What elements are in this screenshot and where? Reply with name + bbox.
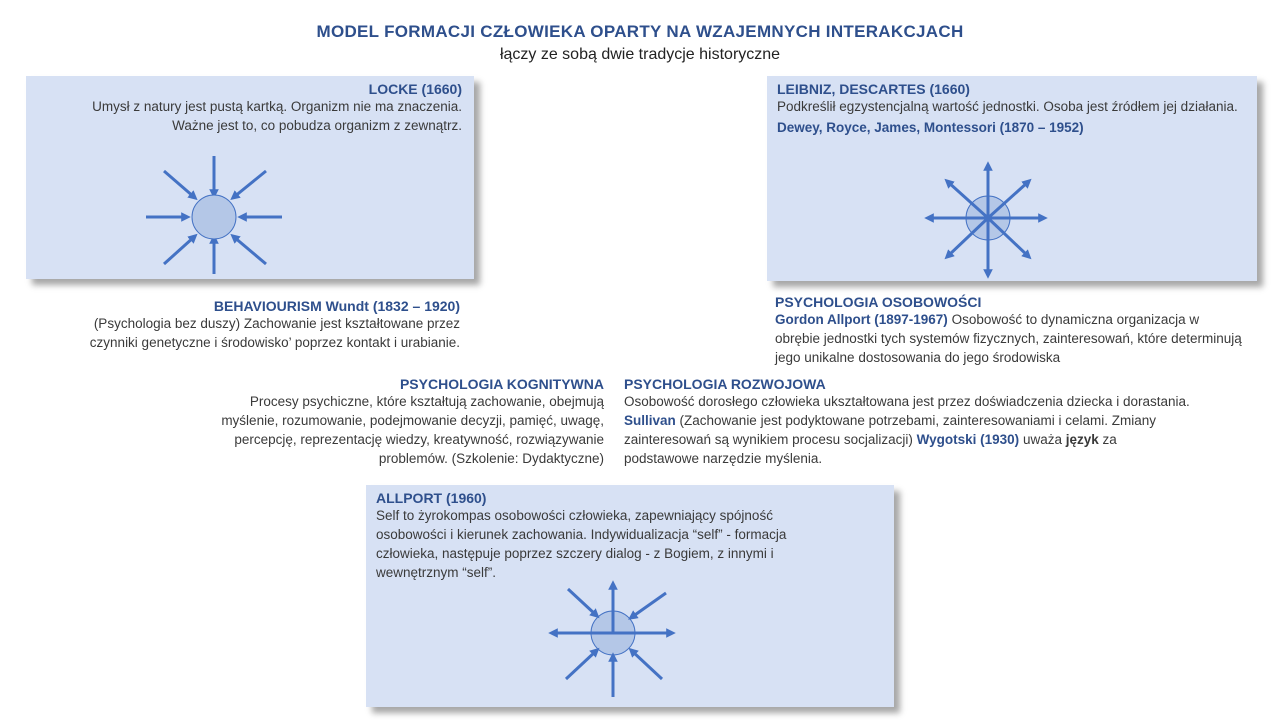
- rozwojowa-wygotski: Wygotski (1930): [916, 432, 1020, 447]
- kognitywna-line-2: myślenie, rozumowanie, podejmowanie decyzji, pamięć, uwagę,: [221, 413, 604, 428]
- kognitywna-line-4: problemów. (Szkolenie: Dydaktyczne): [378, 451, 604, 466]
- kognitywna-line-3: percepcję, reprezentację wiedzy, kreatywność, rozwiązywanie: [234, 432, 604, 447]
- rozwojowa-text-1: Osobowość dorosłego człowieka ukształtowana jest przez doświadczenia dziecka i dorastania.: [624, 394, 1190, 409]
- rozwojowa-text-4: za podstawowe narzędzie myślenia.: [624, 432, 1117, 466]
- allport-box: [366, 485, 894, 707]
- arrow-in-se: [632, 651, 662, 679]
- osobowosci-heading: PSYCHOLOGIA OSOBOWOŚCI: [775, 294, 982, 310]
- rozwojowa-sullivan: Sullivan: [624, 413, 676, 428]
- bidirectional-arrows-diagram: [366, 485, 894, 707]
- arrow-in-nw: [568, 589, 596, 615]
- leibniz-heading: LEIBNIZ, DESCARTES (1660): [777, 81, 970, 97]
- behaviourism-line-2: czynniki genetyczne i środowisko’ poprzez kontakt i urabianie.: [89, 335, 460, 350]
- arrow-in-nw: [164, 171, 194, 197]
- rozwojowa-block: [624, 376, 1194, 468]
- arrow-in-ne: [234, 171, 266, 197]
- page-subtitle: łączy ze sobą dwie tradycje historyczne: [499, 46, 781, 63]
- kognitywna-line-1: Procesy psychiczne, które kształtują zachowanie, obejmują: [249, 394, 604, 409]
- arrow-in-ne: [632, 593, 666, 617]
- leibniz-box: [767, 76, 1257, 281]
- locke-line-1: Umysł z natury jest pustą kartką. Organizm nie ma znaczenia.: [92, 99, 462, 114]
- kognitywna-heading: PSYCHOLOGIA KOGNITYWNA: [399, 376, 604, 392]
- locke-heading: LOCKE (1660): [368, 81, 462, 97]
- organism-circle: [192, 195, 236, 239]
- rozwojowa-text-3: uważa: [1022, 432, 1062, 447]
- inward-arrows-diagram: [26, 76, 474, 279]
- behaviourism-heading: BEHAVIOURISM Wundt (1832 – 1920): [213, 298, 460, 314]
- locke-line-2: Ważne jest to, co pobudza organizm z zewnątrz.: [172, 118, 462, 133]
- allport-text: Self to żyrokompas osobowości człowieka, zapewniający spójność osobowości i kierunek zachowania. Indywidualizacja “self” - formacja człowieka, następuje poprzez szczery dialog - z Bogiem, z innymi i wewnętrznym “self”.: [376, 508, 787, 580]
- osobowosci-block: [775, 294, 1245, 367]
- outward-arrows-diagram: [767, 76, 1257, 281]
- behaviourism-line-1: (Psychologia bez duszy) Zachowanie jest kształtowane przez: [93, 316, 460, 331]
- rozwojowa-text-2: (Zachowanie jest podyktowane potrzebami, zainteresowaniami i celami. Zmiany zainteresowań są wynikiem procesu socjalizacji): [624, 413, 1156, 447]
- leibniz-text: Podkreślił egzystencjalną wartość jednostki. Osoba jest źródłem jej działania.: [777, 99, 1238, 114]
- arrow-in-sw: [566, 651, 596, 679]
- kognitywna-block: [140, 376, 604, 468]
- locke-box: [26, 76, 474, 279]
- page-title: MODEL FORMACJI CZŁOWIEKA OPARTY NA WZAJEMNYCH INTERAKCJACH: [316, 22, 964, 41]
- rozwojowa-jezyk: język: [1065, 432, 1099, 447]
- arrow-in-sw: [164, 237, 194, 264]
- allport-heading: ALLPORT (1960): [376, 490, 487, 506]
- osobowosci-author: Gordon Allport (1897-1967): [775, 312, 948, 327]
- behaviourism-block: [26, 298, 460, 352]
- leibniz-names: Dewey, Royce, James, Montessori (1870 – 1952): [777, 120, 1084, 135]
- arrow-in-se: [234, 237, 266, 264]
- rozwojowa-heading: PSYCHOLOGIA ROZWOJOWA: [624, 376, 826, 392]
- osobowosci-text: Osobowość to dynamiczna organizacja w obrębie jednostki tych systemów fizycznych, zainteresowań, które determinują jego unikalne dostosowania do jego środowiska: [775, 312, 1242, 365]
